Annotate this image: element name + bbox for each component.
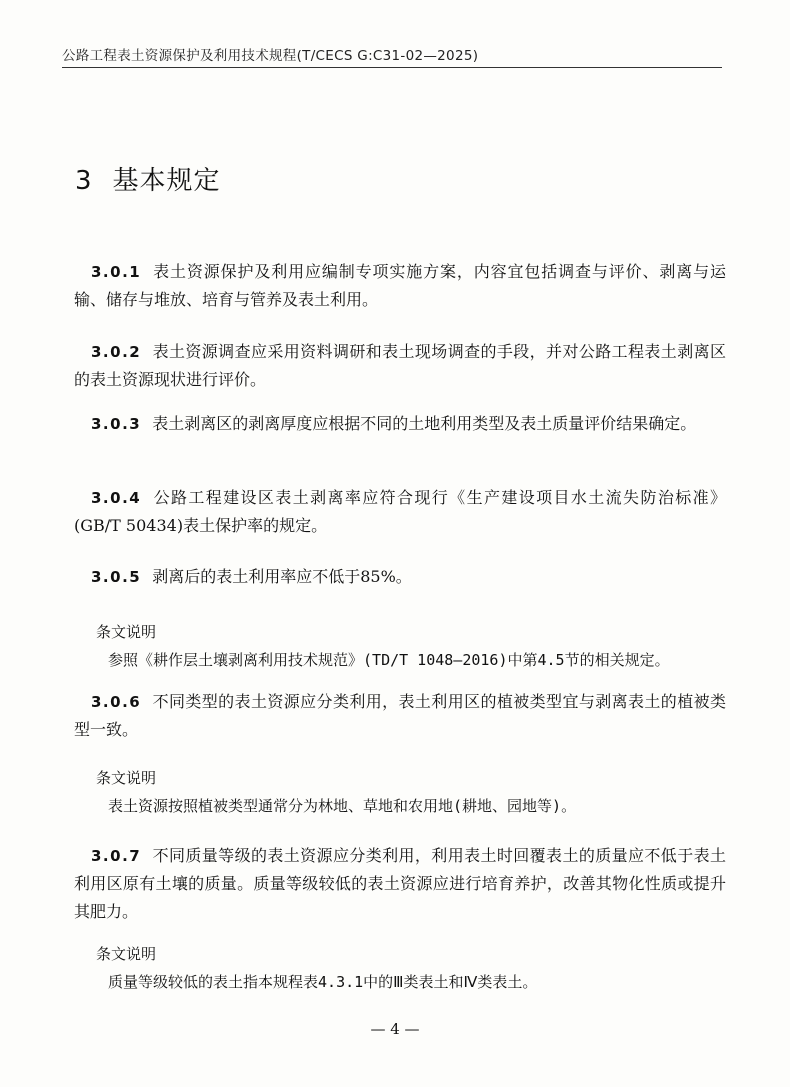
clause-text: 不同质量等级的表土资源应分类利用，利用表土时回覆表土的质量应不低于表土利用区原有土壤的质量。质量等级较低的表土资源应进行培育养护，改善其物化性质或提升其肥力。 (74, 846, 726, 921)
clause-text: 剥离后的表土利用率应不低于85%。 (152, 567, 412, 586)
chapter-number: 3 (75, 166, 93, 196)
note-title: 条文说明 (96, 623, 157, 641)
note-title: 条文说明 (96, 945, 157, 963)
note-body: 表土资源按照植被类型通常分为林地、草地和农用地(耕地、园地等)。 (108, 797, 577, 815)
clause-text: 表土资源调查应采用资料调研和表土现场调查的手段，并对公路工程表土剥离区的表土资源现状进行评价。 (74, 342, 726, 389)
clause-text: 不同类型的表土资源应分类利用，表土利用区的植被类型宜与剥离表土的植被类型一致。 (74, 692, 726, 739)
clause-explanation (96, 618, 736, 674)
clause-text: 公路工程建设区表土剥离率应符合现行《生产建设项目水土流失防治标准》(GB/T 50434)表土保护率的规定。 (74, 488, 726, 535)
header-rule (62, 67, 722, 68)
clause-3-0-7 (74, 842, 726, 926)
clause-explanation (96, 764, 736, 820)
clause-3-0-4 (74, 484, 726, 540)
running-header: 公路工程表土资源保护及利用技术规程(T/CECS G:C31-02—2025) (62, 48, 479, 64)
chapter-title (75, 160, 221, 197)
note-body: 质量等级较低的表土指本规程表4.3.1中的Ⅲ类表土和Ⅳ类表土。 (108, 973, 538, 991)
clause-3-0-5 (74, 563, 726, 591)
clause-3-0-1 (74, 258, 726, 314)
clause-3-0-2 (74, 338, 726, 394)
clause-number: 3.0.4 (91, 489, 142, 507)
clause-3-0-3 (74, 410, 726, 438)
clause-number: 3.0.2 (91, 343, 142, 361)
clause-number: 3.0.7 (91, 847, 142, 865)
clause-explanation (96, 940, 736, 996)
note-body: 参照《耕作层土壤剥离利用技术规范》(TD/T 1048—2016)中第4.5节的相关规定。 (108, 651, 670, 669)
clause-number: 3.0.5 (91, 568, 142, 586)
clause-number: 3.0.6 (91, 693, 142, 711)
chapter-title-text: 基本规定 (112, 166, 221, 196)
clause-3-0-6 (74, 688, 726, 744)
note-title: 条文说明 (96, 769, 157, 787)
page-number: — 4 — (370, 1020, 420, 1038)
clause-number: 3.0.1 (91, 263, 142, 281)
clause-text: 表土资源保护及利用应编制专项实施方案，内容宜包括调查与评价、剥离与运输、储存与堆放、培育与管养及表土利用。 (74, 262, 726, 309)
clause-text: 表土剥离区的剥离厚度应根据不同的土地利用类型及表土质量评价结果确定。 (152, 414, 697, 433)
clause-number: 3.0.3 (91, 415, 142, 433)
